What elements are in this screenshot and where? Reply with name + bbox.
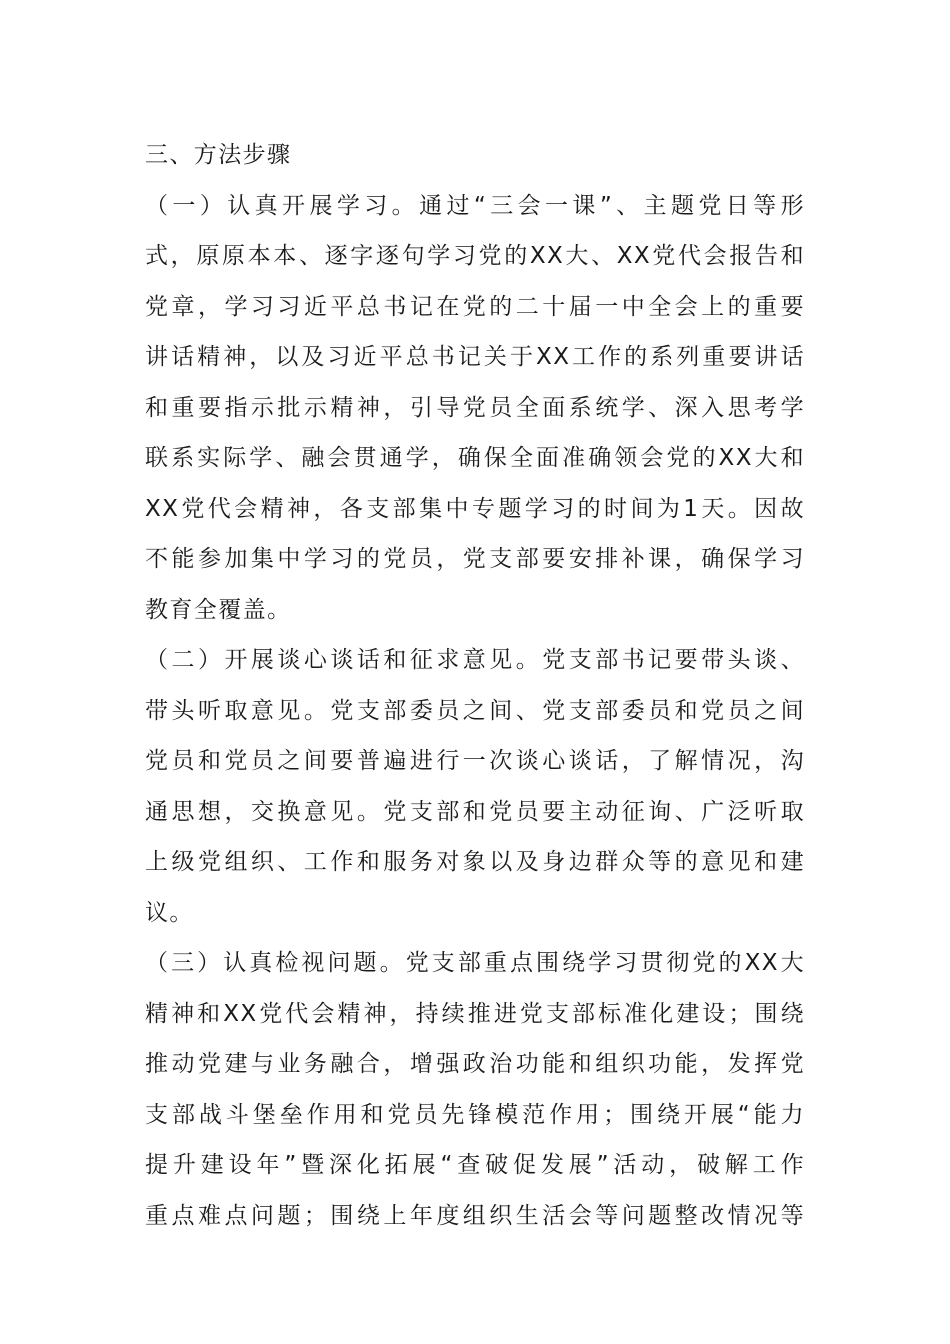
text-line: 式，原原本本、逐字逐句学习党的XX大、XX党代会报告和 bbox=[145, 243, 805, 269]
text-line: 议。 bbox=[145, 899, 194, 926]
text-line: 上级党组织、工作和服务对象以及身边群众等的意见和建 bbox=[145, 849, 805, 875]
paragraph-study bbox=[145, 181, 805, 636]
text-line: （二）开展谈心谈话和征求意见。党支部书记要带头谈、 bbox=[145, 647, 805, 673]
text-line: 党章，学习习近平总书记在党的二十届一中全会上的重要 bbox=[145, 293, 805, 320]
text-line: 党员和党员之间要普遍进行一次谈心谈话，了解情况，沟 bbox=[145, 748, 805, 774]
paragraph-heart-talk bbox=[145, 635, 805, 938]
text-line: 教育全覆盖。 bbox=[145, 596, 292, 623]
text-line: 联系实际学、融会贯通学，确保全面准确领会党的XX大和 bbox=[145, 445, 805, 471]
text-line: XX党代会精神，各支部集中专题学习的时间为1天。因故 bbox=[145, 495, 805, 522]
text-line: 重点难点问题；围绕上年度组织生活会等问题整改情况等 bbox=[145, 1202, 805, 1229]
text-line: 不能参加集中学习的党员，党支部要安排补课，确保学习 bbox=[145, 546, 805, 572]
text-line: 通思想，交换意见。党支部和党员要主动征询、广泛听取 bbox=[145, 798, 805, 825]
text-line: （三）认真检视问题。党支部重点围绕学习贯彻党的XX大 bbox=[145, 950, 805, 976]
text-line: 推动党建与业务融合，增强政治功能和组织功能，发挥党 bbox=[145, 1051, 805, 1077]
text-line: 提升建设年”暨深化拓展“查破促发展”活动，破解工作 bbox=[145, 1152, 805, 1178]
section-heading: 三、方法步骤 bbox=[145, 142, 292, 168]
paragraph-inspect-problems bbox=[145, 938, 805, 1241]
document-body bbox=[145, 130, 805, 1241]
text-line: 和重要指示批示精神，引导党员全面系统学、深入思考学 bbox=[145, 394, 805, 421]
text-line: 讲话精神，以及习近平总书记关于XX工作的系列重要讲话 bbox=[145, 344, 805, 370]
text-line: 支部战斗堡垒作用和党员先锋模范作用；围绕开展“能力 bbox=[145, 1101, 805, 1128]
text-line: 精神和XX党代会精神，持续推进党支部标准化建设；围绕 bbox=[145, 1000, 805, 1027]
text-line: 带头听取意见。党支部委员之间、党支部委员和党员之间 bbox=[145, 697, 805, 724]
text-line: （一）认真开展学习。通过“三会一课”、主题党日等形 bbox=[145, 192, 805, 219]
